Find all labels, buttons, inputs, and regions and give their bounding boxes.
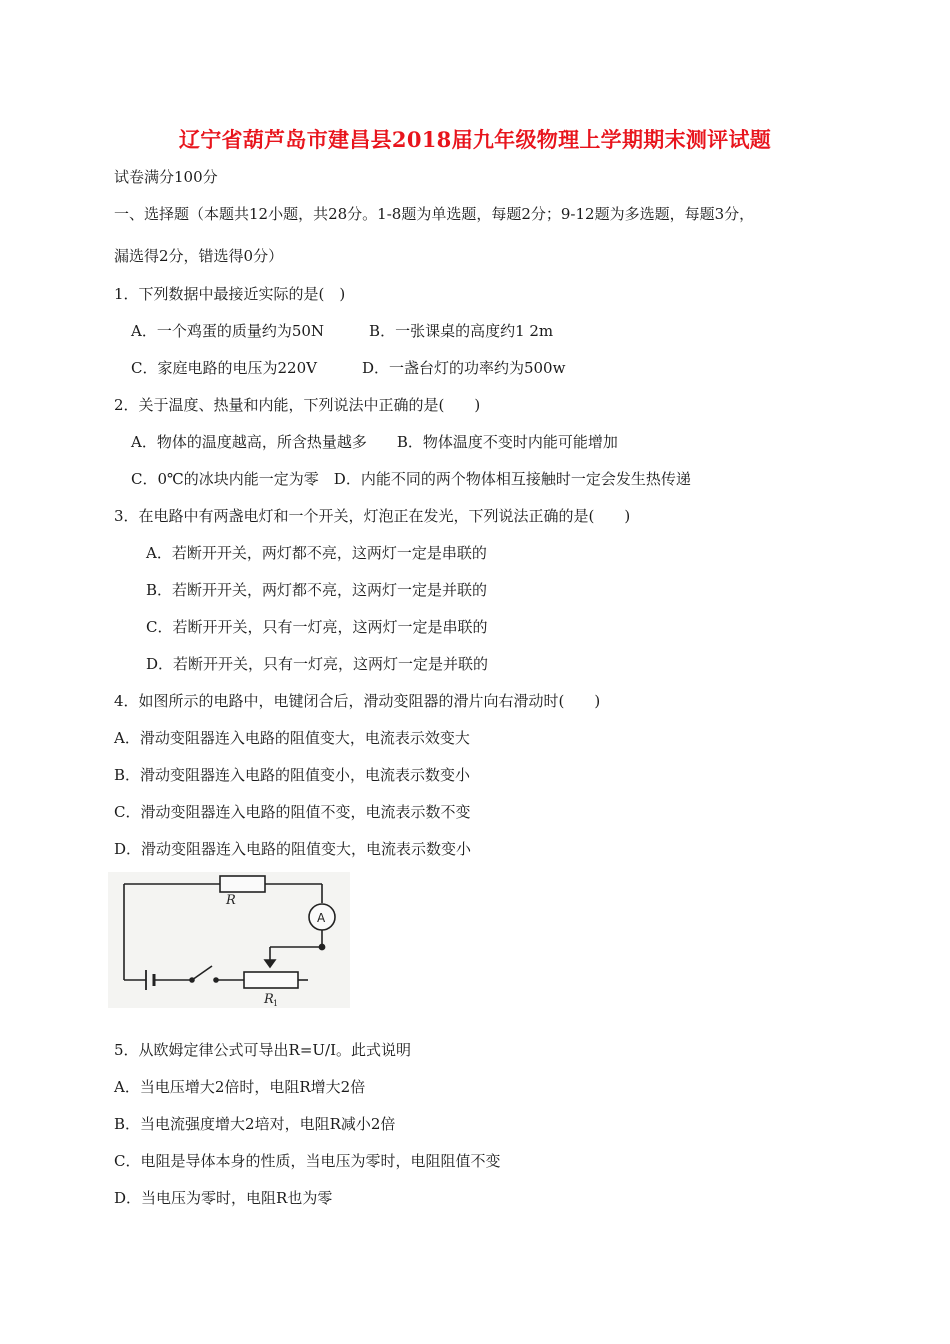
- ammeter-label: A: [317, 911, 326, 925]
- q3-option-c: C．若断开开关，只有一灯亮，这两灯一定是串联的: [146, 618, 488, 636]
- exam-title: 辽宁省葫芦岛市建昌县2018届九年级物理上学期期末测评试题: [178, 127, 772, 152]
- q2-stem: 2．关于温度、热量和内能，下列说法中正确的是( ): [114, 396, 481, 414]
- q5-option-c: C．电阻是导体本身的性质，当电压为零时，电阻阻值不变: [114, 1152, 501, 1170]
- q2-options-row1: A．物体的温度越高，所含热量越多 B．物体温度不变时内能可能增加: [131, 433, 618, 451]
- q5-option-a: A．当电压增大2倍时，电阻R增大2倍: [114, 1078, 366, 1096]
- q4-option-b: B．滑动变阻器连入电路的阻值变小，电流表示数变小: [114, 766, 471, 784]
- q4-option-d: D．滑动变阻器连入电路的阻值变大，电流表示数变小: [114, 840, 472, 858]
- q4-option-a: A．滑动变阻器连入电路的阻值变大，电流表示效变大: [114, 729, 470, 747]
- q1-options-row2: C．家庭电路的电压为220V D．一盏台灯的功率约为500w: [131, 359, 566, 377]
- q5-option-b: B．当电流强度增大2培对，电阻R减小2倍: [114, 1115, 396, 1133]
- q4-stem: 4．如图所示的电路中，电键闭合后，滑动变阻器的滑片向右滑动时( ): [114, 692, 601, 710]
- q3-option-a: A．若断开开关，两灯都不亮，这两灯一定是串联的: [146, 544, 487, 562]
- q3-option-b: B．若断开开关，两灯都不亮，这两灯一定是并联的: [146, 581, 488, 599]
- q1-stem: 1．下列数据中最接近实际的是( ): [114, 285, 346, 303]
- q3-stem: 3．在电路中有两盏电灯和一个开关，灯泡正在发光，下列说法正确的是( ): [114, 507, 631, 525]
- rheostat-subscript: 1: [273, 999, 279, 1008]
- q2-options-row2: C．0℃的冰块内能一定为零 D．内能不同的两个物体相互接触时一定会发生热传递: [131, 470, 691, 488]
- q3-option-d: D．若断开开关，只有一灯亮，这两灯一定是并联的: [146, 655, 489, 673]
- q1-options-row1: A．一个鸡蛋的质量约为50N B．一张课桌的高度约1 2m: [131, 322, 554, 340]
- q5-stem: 5．从欧姆定律公式可导出R=U/I。此式说明: [114, 1041, 412, 1059]
- circuit-diagram: [108, 872, 350, 1008]
- resistor-label: R: [226, 893, 236, 908]
- q4-option-c: C．滑动变阻器连入电路的阻值不变，电流表示数不变: [114, 803, 471, 821]
- rheostat-label: R: [264, 992, 274, 1007]
- q5-option-d: D．当电压为零时，电阻R也为零: [114, 1189, 333, 1207]
- rheostat-r1: [244, 972, 298, 988]
- section-heading-line1: 一、选择题（本题共12小题，共28分。1-8题为单选题，每题2分；9-12题为多选题，每题3分，: [114, 205, 755, 223]
- resistor-r: [220, 876, 265, 892]
- score-note: 试卷满分100分: [114, 168, 218, 186]
- section-heading-line2: 漏选得2分，错选得0分）: [114, 247, 284, 265]
